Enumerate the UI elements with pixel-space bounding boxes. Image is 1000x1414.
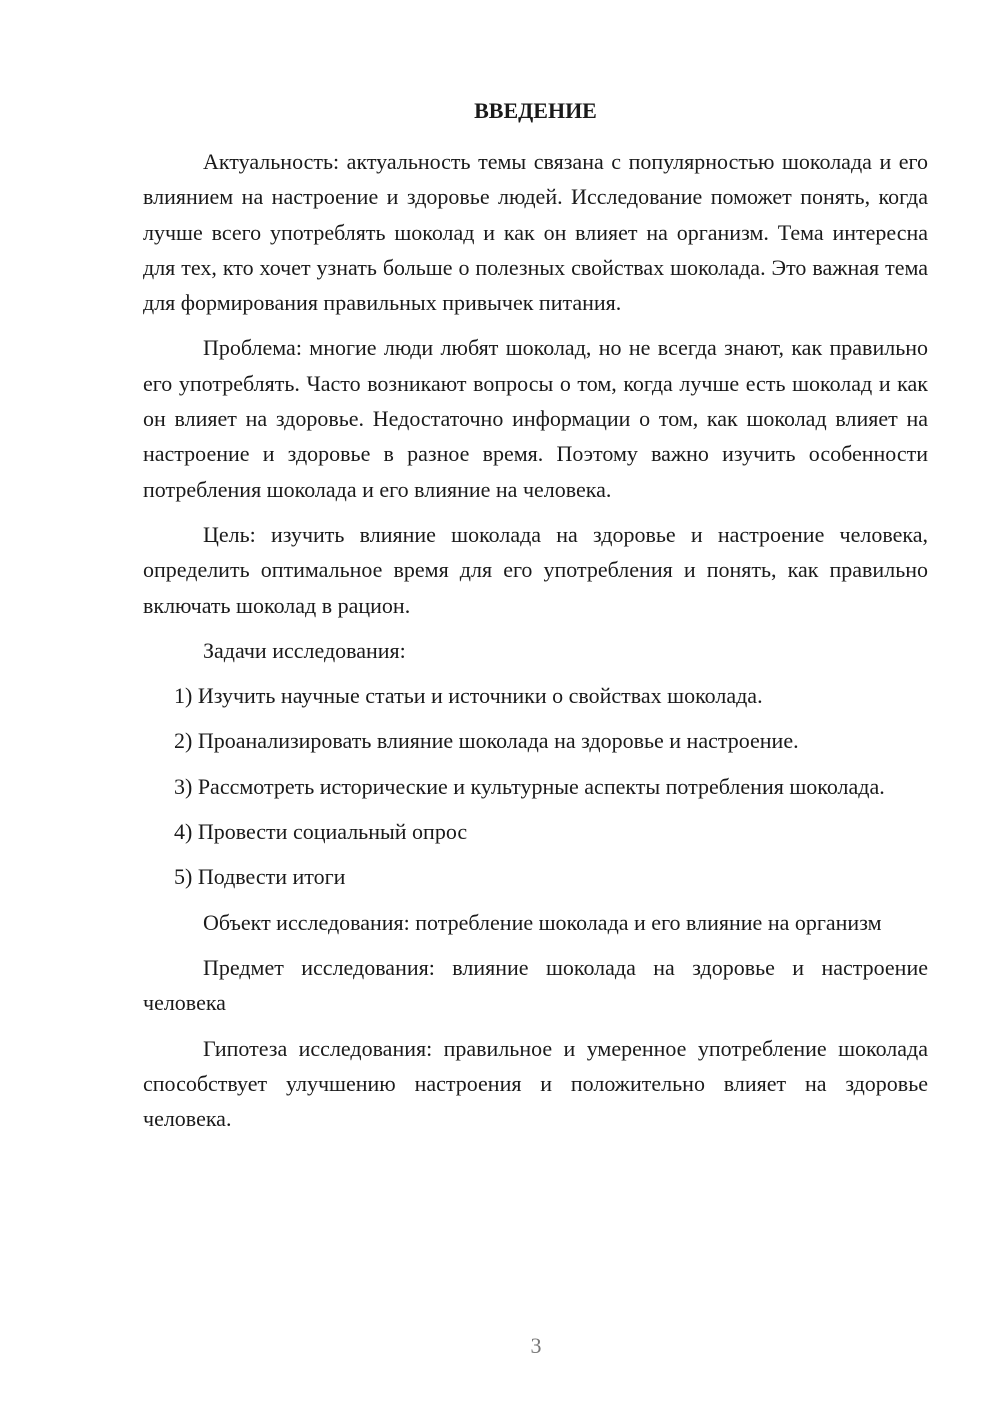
page-number: 3 <box>530 1333 542 1358</box>
goal-paragraph: Цель: изучить влияние шоколада на здоровье и настроение человека, определить оптимальное время для его употребления и понять, как правильно включать шоколад в рацион. <box>143 521 928 618</box>
document-page <box>143 96 928 1146</box>
task-item-3: 3) Рассмотреть исторические и культурные аспекты потребления шоколада. <box>174 773 885 799</box>
hypothesis-paragraph: Гипотеза исследования: правильное и умеренное употребление шоколада способствует улучшению настроения и положительно влияет на здоровье человека. <box>143 1035 928 1132</box>
subject-paragraph: Предмет исследования: влияние шоколада на здоровье и настроение человека <box>143 954 928 1016</box>
section-title: ВВЕДЕНИЕ <box>474 98 597 123</box>
relevance-paragraph: Актуальность: актуальность темы связана с популярностью шоколада и его влиянием на настроение и здоровье людей. Исследование поможет понять, когда лучше всего употреблять шоколад и как он влияет на организм. Тема интересна для тех, кто хочет узнать больше о полезных свойствах шоколада. Это важная тема для формирования правильных привычек питания. <box>143 149 928 316</box>
task-item-2: 2) Проанализировать влияние шоколада на здоровье и настроение. <box>174 728 799 754</box>
task-item-1: 1) Изучить научные статьи и источники о свойствах шоколада. <box>174 683 763 709</box>
object-paragraph: Объект исследования: потребление шоколада и его влияние на организм <box>203 909 882 935</box>
task-item-4: 4) Провести социальный опрос <box>174 819 468 845</box>
task-item-5: 5) Подвести итоги <box>174 864 346 890</box>
tasks-heading: Задачи исследования: <box>203 637 406 663</box>
problem-paragraph: Проблема: многие люди любят шоколад, но не всегда знают, как правильно его употреблять. Часто возникают вопросы о том, когда лучше есть шоколад и как он влияет на здоровье. Недостаточно информации о том, как шоколад влияет на настроение и здоровье в разное время. Поэтому важно изучить особенности потребления шоколада и его влияние на человека. <box>143 335 928 502</box>
